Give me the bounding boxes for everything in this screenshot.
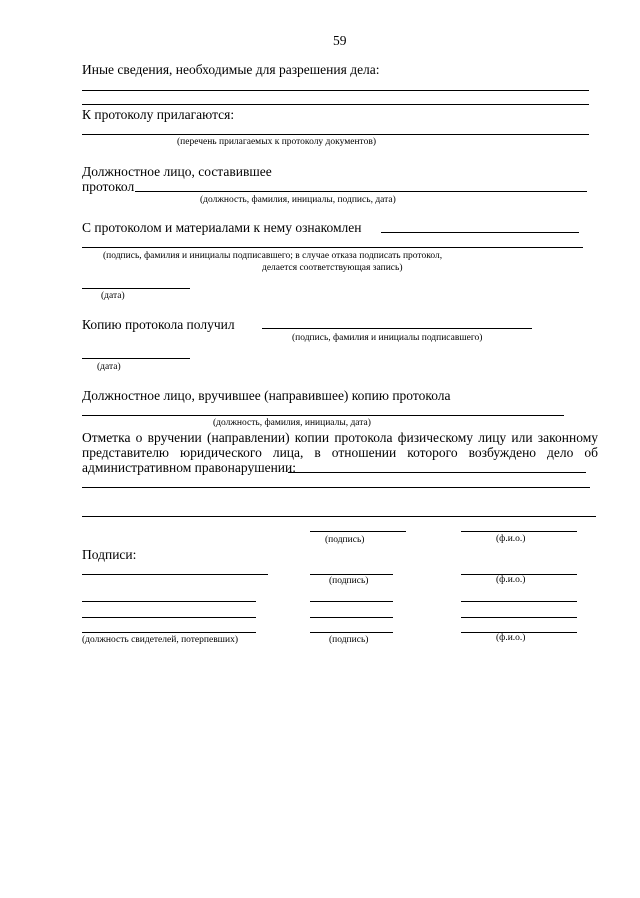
signature-line-2 xyxy=(310,574,393,575)
signature-hint-1: (подпись) xyxy=(325,535,365,545)
official-hint: (должность, фамилия, инициалы, подпись, дата) xyxy=(200,195,396,205)
delivering-official-line xyxy=(82,415,564,416)
official-label-line1: Должностное лицо, составившее xyxy=(82,164,272,179)
date-line-1 xyxy=(82,288,190,289)
mark-line-2 xyxy=(82,487,590,488)
fio-line-4 xyxy=(461,617,577,618)
mark-text-line-1: Отметка о вручении (направлении) копии протокола физическому лицу или законному xyxy=(82,430,598,445)
signature-line-4 xyxy=(310,617,393,618)
signatures-label: Подписи: xyxy=(82,547,137,562)
witness-line-1 xyxy=(82,574,268,575)
acquainted-line-inline xyxy=(381,232,579,233)
attachments-hint: (перечень прилагаемых к протоколу документов) xyxy=(177,137,376,147)
date-line-2 xyxy=(82,358,190,359)
delivering-official-label: Должностное лицо, вручившее (направившее) копию протокола xyxy=(82,388,451,403)
copy-received-line xyxy=(262,328,532,329)
mark-text-line-2: представителю юридического лица, в отношении которого возбуждено дело об xyxy=(82,445,598,460)
witness-line-2 xyxy=(82,601,256,602)
mark-line-3 xyxy=(82,516,596,517)
delivering-official-hint: (должность, фамилия, инициалы, дата) xyxy=(213,418,371,428)
acquainted-hint-1: (подпись, фамилия и инициалы подписавшего; в случае отказа подписать протокол, xyxy=(103,251,443,261)
signature-line-1 xyxy=(310,531,406,532)
fio-hint-2: (ф.и.о.) xyxy=(496,575,526,585)
attachments-line xyxy=(82,134,589,135)
fio-line-3 xyxy=(461,601,577,602)
other-info-line-1 xyxy=(82,90,589,91)
other-info-label: Иные сведения, необходимые для разрешения дела: xyxy=(82,62,380,77)
signature-line-3 xyxy=(310,601,393,602)
official-label-line2: протокол xyxy=(82,179,135,194)
signature-hint-3: (подпись) xyxy=(329,635,369,645)
witness-hint: (должность свидетелей, потерпевших) xyxy=(82,635,238,645)
attachments-label: К протоколу прилагаются: xyxy=(82,107,235,122)
fio-line-1 xyxy=(461,531,577,532)
date-hint-2: (дата) xyxy=(97,362,121,372)
fio-hint-1: (ф.и.о.) xyxy=(496,534,526,544)
signature-line-5 xyxy=(310,632,393,633)
other-info-line-2 xyxy=(82,104,589,105)
copy-received-hint: (подпись, фамилия и инициалы подписавшего) xyxy=(292,333,483,343)
witness-line-3 xyxy=(82,617,256,618)
official-line xyxy=(135,191,587,192)
signature-hint-2: (подпись) xyxy=(329,576,369,586)
page-number: 59 xyxy=(333,33,347,48)
fio-hint-3: (ф.и.о.) xyxy=(496,633,526,643)
date-hint-1: (дата) xyxy=(101,291,125,301)
acquainted-line xyxy=(82,247,583,248)
copy-received-label: Копию протокола получил xyxy=(82,317,235,332)
mark-text-line-3: административном правонарушении: xyxy=(82,460,297,475)
acquainted-hint-2: делается соответствующая запись) xyxy=(262,263,403,273)
mark-line-inline xyxy=(288,472,586,473)
witness-line-4 xyxy=(82,632,256,633)
acquainted-label: С протоколом и материалами к нему ознакомлен xyxy=(82,220,362,235)
